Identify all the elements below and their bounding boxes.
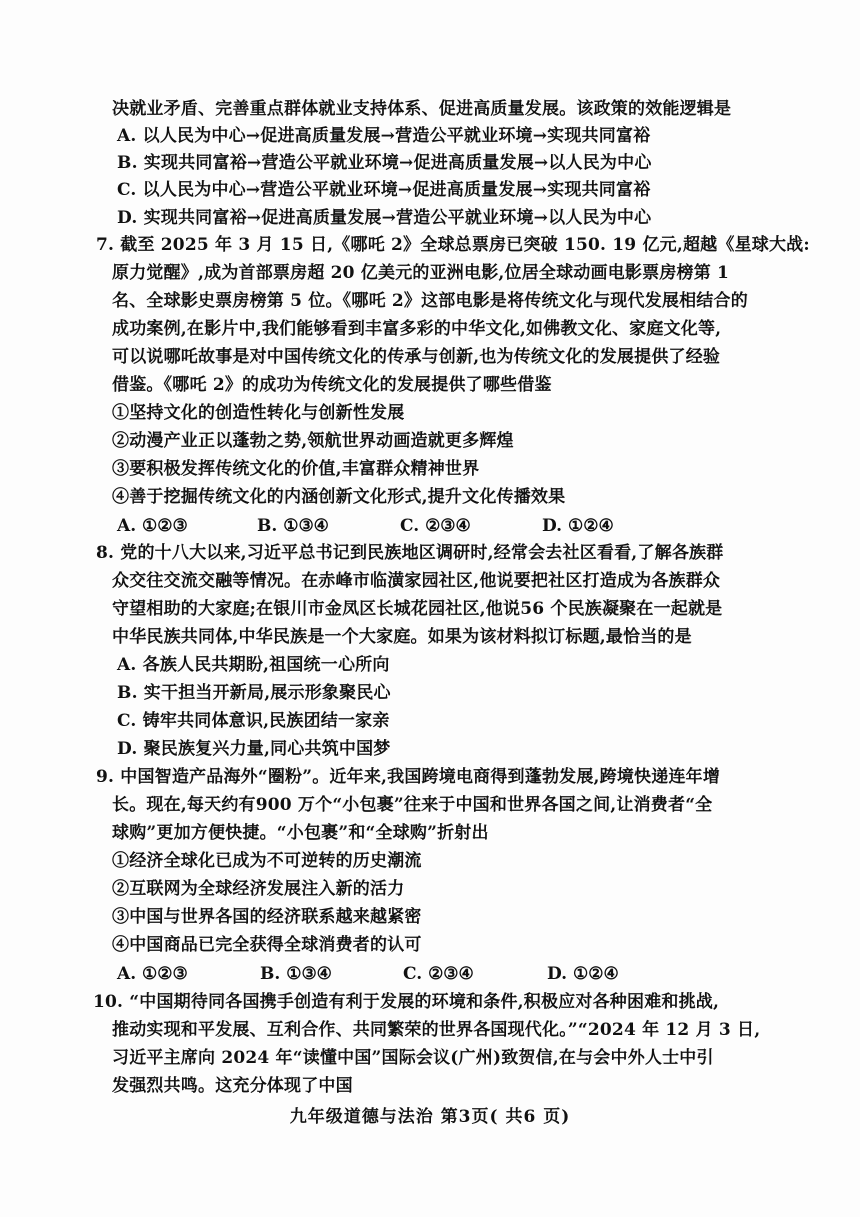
q7-choices (0, 514, 860, 538)
q6-option-a: A. 以人民为中心→促进高质量发展→营造公平就业环境→实现共同富裕 (117, 126, 651, 146)
q10-stem-line-3: 习近平主席向 2024 年“读懂中国”国际会议(广州)致贺信,在与会中外人士中引 (112, 1048, 714, 1068)
q10-stem-line-2: 推动实现和平发展、互利合作、共同繁荣的世界各国现代化。”“2024 年 12 月 3 日, (112, 1020, 761, 1040)
q10-stem-line-1: 10. “中国期待同各国携手创造有利于发展的环境和条件,积极应对各种困难和挑战, (93, 992, 720, 1012)
q10-stem-line-4: 发强烈共鸣。这充分体现了中国 (112, 1076, 353, 1096)
q9-item-3: ③中国与世界各国的经济联系越来越紧密 (112, 907, 422, 927)
q7-choice-c: C. ②③④ (400, 516, 471, 536)
q9-item-4: ④中国商品已完全获得全球消费者的认可 (112, 935, 422, 955)
q7-stem-line-5: 可以说哪吒故事是对中国传统文化的传承与创新,也为传统文化的发展提供了经验 (112, 347, 721, 367)
q9-item-2: ②互联网为全球经济发展注入新的活力 (112, 879, 405, 899)
page-footer: 九年级道德与法治 第3页( 共6 页) (289, 1107, 571, 1127)
q7-item-1: ①坚持文化的创造性转化与创新性发展 (112, 403, 405, 423)
q6-option-c: C. 以人民为中心→营造公平就业环境→促进高质量发展→实现共同富裕 (117, 180, 651, 200)
q9-stem-line-1: 9. 中国智造产品海外“圈粉”。近年来,我国跨境电商得到蓬勃发展,跨境快递连年增 (96, 767, 721, 787)
q7-choice-b: B. ①③④ (257, 516, 329, 536)
q9-stem-line-2: 长。现在,每天约有900 万个“小包裹”往来于中国和世界各国之间,让消费者“全 (112, 795, 713, 815)
q7-stem-line-1: 7. 截至 2025 年 3 月 15 日,《哪吒 2》全球总票房已突破 150. 19 亿元,超越《星球大战: (96, 235, 810, 255)
q8-stem-line-2: 众交往交流交融等情况。在赤峰市临潢家园社区,他说要把社区打造成为各族群众 (112, 571, 721, 591)
q7-stem-line-4: 成功案例,在影片中,我们能够看到丰富多彩的中华文化,如佛教文化、家庭文化等, (112, 319, 722, 339)
q6-option-d: D. 实现共同富裕→促进高质量发展→营造公平就业环境→以人民为中心 (117, 208, 652, 228)
q9-stem-line-3: 球购”更加方便快捷。“小包裹”和“全球购”折射出 (112, 823, 489, 843)
q7-item-3: ③要积极发挥传统文化的价值,丰富群众精神世界 (112, 459, 480, 479)
q7-item-2: ②动漫产业正以蓬勃之势,领航世界动画造就更多辉煌 (112, 431, 514, 451)
q6-stem-tail: 决就业矛盾、完善重点群体就业支持体系、促进高质量发展。该政策的效能逻辑是 (112, 99, 732, 119)
q8-stem-line-1: 8. 党的十八大以来,习近平总书记到民族地区调研时,经常会去社区看看,了解各族群 (96, 543, 724, 563)
q8-option-c: C. 铸牢共同体意识,民族团结一家亲 (117, 711, 390, 731)
q9-choice-b: B. ①③④ (260, 964, 332, 984)
q8-option-b: B. 实干担当开新局,展示形象聚民心 (117, 683, 391, 703)
q7-choice-d: D. ①②④ (542, 516, 614, 536)
q7-item-4: ④善于挖掘传统文化的内涵创新文化形式,提升文化传播效果 (112, 487, 566, 507)
q7-stem-line-2: 原力觉醒》,成为首部票房超 20 亿美元的亚洲电影,位居全球动画电影票房榜第 1 (112, 263, 730, 283)
q8-stem-line-4: 中华民族共同体,中华民族是一个大家庭。如果为该材料拟订标题,最恰当的是 (112, 627, 692, 647)
q8-stem-line-3: 守望相助的大家庭;在银川市金凤区长城花园社区,他说56 个民族凝聚在一起就是 (112, 599, 723, 619)
q9-choice-a: A. ①②③ (117, 964, 188, 984)
q8-option-a: A. 各族人民共期盼,祖国统一心所向 (117, 655, 390, 675)
q7-choice-a: A. ①②③ (117, 516, 188, 536)
q6-option-b: B. 实现共同富裕→营造公平就业环境→促进高质量发展→以人民为中心 (117, 153, 652, 173)
q8-option-d: D. 聚民族复兴力量,同心共筑中国梦 (117, 739, 391, 759)
q9-choice-c: C. ②③④ (403, 964, 474, 984)
q9-choices (0, 962, 860, 986)
q7-stem-line-3: 名、全球影史票房榜第 5 位。《哪吒 2》这部电影是将传统文化与现代发展相结合的 (112, 291, 748, 311)
q9-choice-d: D. ①②④ (547, 964, 619, 984)
q9-item-1: ①经济全球化已成为不可逆转的历史潮流 (112, 851, 422, 871)
q7-stem-line-6: 借鉴。《哪吒 2》的成功为传统文化的发展提供了哪些借鉴 (112, 375, 552, 395)
